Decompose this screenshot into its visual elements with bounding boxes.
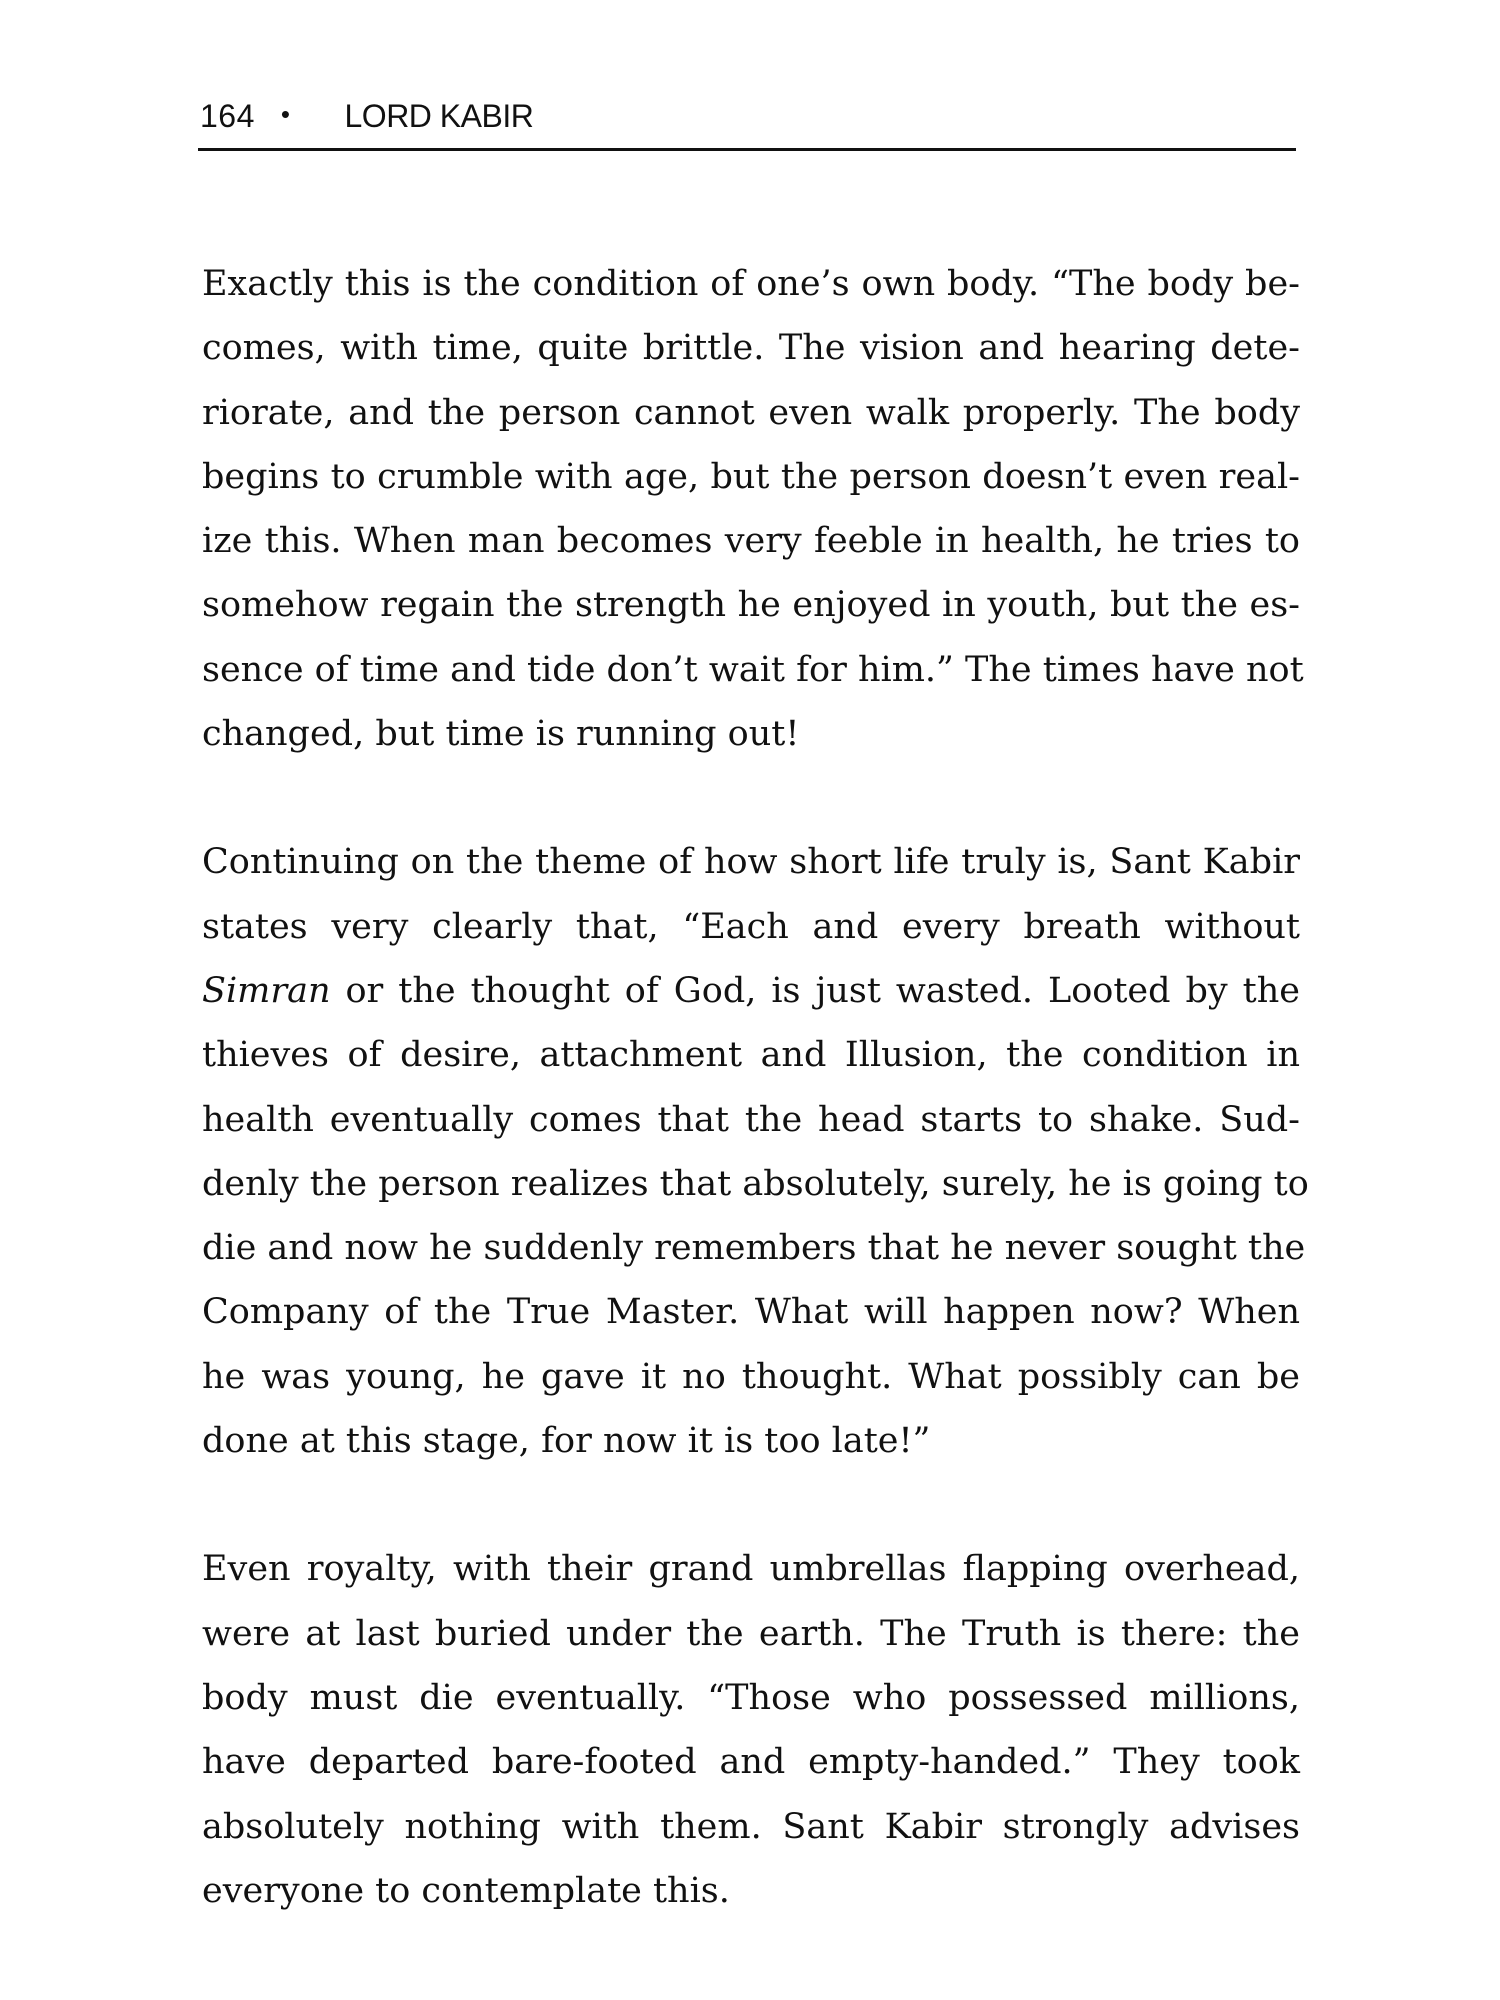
text-line: ize this. When man becomes very feeble in health, he tries to — [202, 521, 1300, 562]
running-head — [200, 88, 1300, 144]
text-line: states very clearly that, “Each and every breath without — [202, 906, 1300, 947]
text-line-rest: or the thought of God, is just wasted. Looted by the — [330, 970, 1300, 1011]
text-line: Exactly this is the condition of one’s own body. “The body be- — [202, 264, 1300, 304]
text-line: begins to crumble with age, but the person doesn’t even real- — [202, 456, 1300, 497]
body-text — [202, 252, 1309, 1923]
text-line: somehow regain the strength he enjoyed in youth, but the es- — [202, 585, 1300, 626]
text-line: done at this stage, for now it is too late!” — [202, 1421, 931, 1462]
text-line: Company of the True Master. What will happen now? When — [202, 1292, 1300, 1333]
text-line: comes, with time, quite brittle. The vision and hearing dete- — [202, 328, 1300, 369]
text-line: changed, but time is running out! — [202, 714, 800, 755]
page-number: 164 — [200, 97, 255, 134]
text-line: body must die eventually. “Those who possessed millions, — [202, 1677, 1300, 1718]
text-line: riorate, and the person cannot even walk properly. The body — [202, 392, 1300, 433]
text-line: die and now he suddenly remembers that he never sought the — [202, 1228, 1306, 1269]
text-line: denly the person realizes that absolutely, surely, he is going to — [202, 1163, 1309, 1204]
text-line: absolutely nothing with them. Sant Kabir strongly advises — [202, 1806, 1300, 1847]
text-line: thieves of desire, attachment and Illusion, the condition in — [202, 1035, 1300, 1076]
text-line: sence of time and tide don’t wait for him.” The times have not — [202, 649, 1304, 690]
text-line-with-italic — [202, 959, 1300, 1023]
text-line: have departed bare-footed and empty-handed.” They took — [202, 1742, 1300, 1783]
text-line: everyone to contemplate this. — [202, 1870, 730, 1911]
header-bullet: • — [280, 98, 291, 129]
paragraph-2 — [202, 830, 1309, 1473]
text-line: were at last buried under the earth. The Truth is there: the — [202, 1613, 1300, 1654]
paragraph-3 — [202, 1537, 1300, 1923]
text-line: Even royalty, with their grand umbrellas flapping overhead, — [202, 1549, 1300, 1590]
text-line: he was young, he gave it no thought. What possibly can be — [202, 1356, 1300, 1397]
text-line: health eventually comes that the head starts to shake. Sud- — [202, 1099, 1300, 1140]
book-title: LORD KABIR — [344, 97, 534, 134]
paragraph-1 — [202, 252, 1304, 766]
italic-term-simran: Simran — [202, 970, 331, 1011]
text-line: Continuing on the theme of how short life truly is, Sant Kabir — [202, 842, 1300, 883]
header-rule — [198, 148, 1296, 151]
